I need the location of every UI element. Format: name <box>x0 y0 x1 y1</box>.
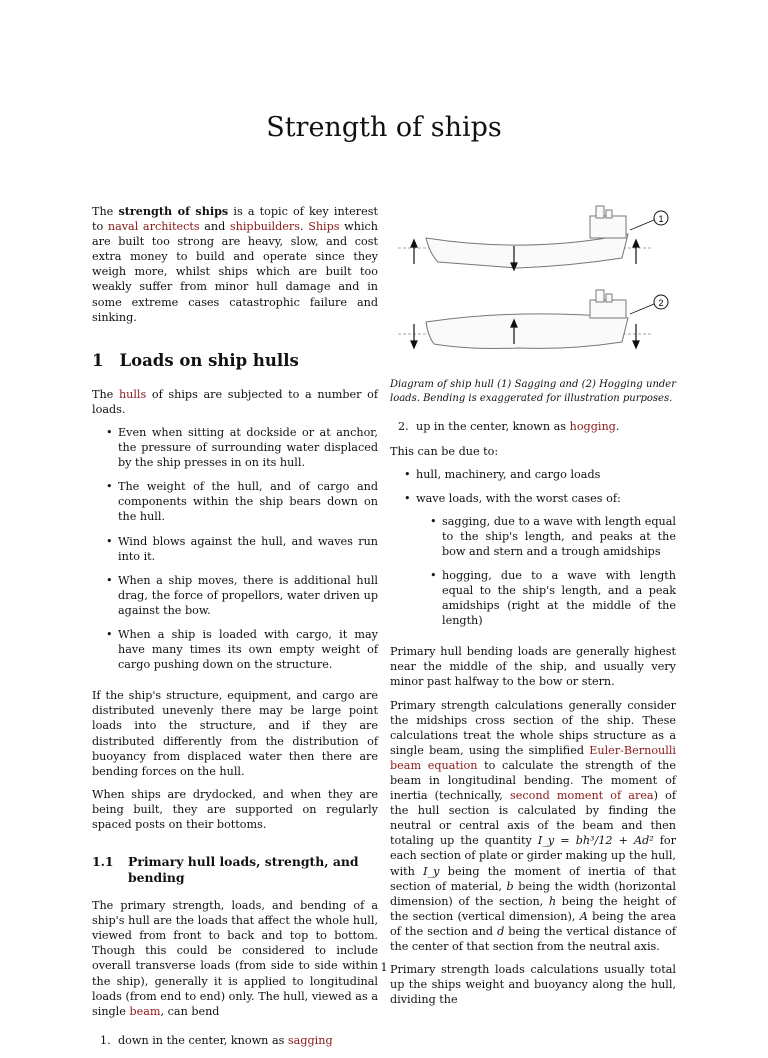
text: . <box>300 220 309 234</box>
sagging-ship-illustration <box>398 206 652 268</box>
text: to calculate the strength of the beam in longitudinal bending. The moment of inertia (technically, <box>390 758 676 803</box>
section-number: 1 <box>92 350 104 370</box>
funnel <box>606 210 612 218</box>
text: The primary strength, loads, and bending of a ship's hull are the loads that affect the whole hull, viewed from front to back and top to bottom. Though this could be considered to include overall transverse loads (from side to side within the ship), generally it is applied to longitudinal loads (from end to end) only. The hull, viewed as a single <box>92 899 378 1018</box>
text: being the moment of inertia of that section of material, <box>390 864 676 893</box>
link-shipbuilders[interactable]: shipbuilders <box>229 220 300 234</box>
math-symbol: b <box>506 879 514 893</box>
text: and <box>199 220 230 234</box>
figure-caption: Diagram of ship hull (1) Sagging and (2) Hogging under loads. Bending is exaggerated for illustration purposes. <box>390 379 676 404</box>
superstructure <box>590 300 626 318</box>
text: being the area of the section and <box>390 909 676 938</box>
link-sagging[interactable]: sagging <box>287 1033 333 1047</box>
hulls-paragraph <box>92 387 378 417</box>
list-item: • hull, machinery, and cargo loads <box>390 467 676 482</box>
hogging-hull <box>426 314 628 349</box>
list-item <box>390 491 676 628</box>
page-number: 1 <box>380 960 388 974</box>
text: , can bend <box>160 1004 220 1018</box>
list-item: • sagging, due to a wave with length equal to the ship's length, and peaks at the bow and stern and a trough amidships <box>416 514 676 559</box>
section-title: Loads on ship hulls <box>119 350 299 370</box>
text: ) of the hull section is calculated by finding the neutral or central axis of the beam and then totaling up the quantity <box>390 789 676 848</box>
list-item: • hogging, due to a wave with length equal to the ship's length, and a peak amidships (right at the middle of the length) <box>416 568 676 628</box>
arrow-down-icon <box>633 341 639 348</box>
math-symbol: A <box>579 909 588 923</box>
sagging-hull <box>426 234 628 268</box>
bold-term: strength of ships <box>118 204 229 218</box>
text: of ships are subjected to a number of loads. <box>92 387 378 416</box>
item-number: 1. <box>100 1033 111 1047</box>
hull-bending-figure <box>390 204 676 374</box>
list-item <box>92 1033 378 1048</box>
callout-label-1: 1 <box>658 214 664 224</box>
callout-line <box>630 304 654 314</box>
text: The <box>92 387 119 401</box>
text: being the width (horizontal dimension) of the section, <box>390 879 677 908</box>
due-to-paragraph: This can be due to: <box>390 445 499 459</box>
bend-list <box>92 1033 378 1048</box>
text: . <box>615 420 620 434</box>
link-second-moment-of-area[interactable]: second moment of area <box>510 789 654 803</box>
link-hogging[interactable]: hogging <box>569 420 616 434</box>
link-beam[interactable]: beam <box>129 1004 161 1018</box>
funnel <box>596 290 604 302</box>
text: is a topic of key interest to <box>92 205 378 234</box>
link-ships[interactable]: Ships <box>308 220 340 234</box>
link-naval-architects[interactable]: naval architects <box>107 220 200 234</box>
arrow-down-icon <box>411 341 417 348</box>
text: wave loads, with the worst cases of: <box>416 492 621 506</box>
drydock-paragraph: When ships are drydocked, and when they are being built, they are supported on regularly spaced posts on their bottoms. <box>92 787 378 831</box>
subsection-heading-primary <box>92 854 378 886</box>
subsection-title: Primary hull loads, strength, and bending <box>128 854 359 886</box>
math-symbol: h <box>548 894 557 908</box>
ship-hull-diagram <box>390 204 676 374</box>
causes-list <box>390 467 676 628</box>
loads-list <box>92 425 378 672</box>
hogging-ship-illustration <box>398 290 652 349</box>
text: being the height of the section (vertical dimension), <box>390 894 676 923</box>
left-column <box>92 204 378 1058</box>
list-item: • When a ship moves, there is additional hull drag, the force of propellors, water driven up against the bow. <box>92 573 378 618</box>
superstructure <box>590 216 626 238</box>
loads-calculations-paragraph: Primary strength loads calculations usually total up the ships weight and buoyancy along the hull, dividing the <box>390 963 676 1007</box>
moment-of-inertia-formula: I_y = bh³/12 + Ad² <box>537 834 654 848</box>
item-number: 2. <box>398 420 409 434</box>
list-item: • When a ship is loaded with cargo, it may have many times its own empty weight of cargo pushing down on the structure. <box>92 627 378 672</box>
callout-line <box>630 220 654 230</box>
wave-cases-list <box>416 514 676 629</box>
funnel <box>606 294 612 302</box>
uneven-distribution-paragraph: If the ship's structure, equipment, and cargo are distributed unevenly there may be large point loads into the structure, and if they are distributed differently from the distribution of buoyancy from displaced water then there are bending forces on the hull. <box>92 689 378 778</box>
text: which are built too strong are heavy, slow, and cost extra money to build and operate since they weigh more, whilst ships which are built too weakly suffer from minor hull damage and in some extreme cases catastrophic failure and sinking. <box>92 220 378 324</box>
text: for each section of plate or girder making up the hull, with <box>390 834 676 878</box>
link-hulls[interactable]: hulls <box>118 387 147 401</box>
subsection-number: 1.1 <box>92 854 114 870</box>
callout-label-2: 2 <box>658 298 664 308</box>
intro-paragraph <box>92 204 378 325</box>
page-title: Strength of ships <box>266 112 502 143</box>
math-symbol: d <box>497 924 505 938</box>
calculations-paragraph <box>390 698 676 955</box>
math-symbol: I_y <box>423 864 440 878</box>
funnel <box>596 206 604 218</box>
text: The <box>92 205 119 218</box>
arrow-up-icon <box>411 240 417 247</box>
text: Primary strength calculations generally consider the midships cross section of the ship. These calculations treat the whole ships structure as a single beam, using the simplified <box>390 698 676 757</box>
text: down in the center, known as <box>118 1033 288 1047</box>
list-item: • Even when sitting at dockside or at anchor, the pressure of surrounding water displaced by the ship presses in on its hull. <box>92 425 378 470</box>
section-heading-loads <box>92 351 378 371</box>
text: being the vertical distance of the center of that section from the neutral axis. <box>390 924 676 953</box>
arrow-down-icon <box>511 263 517 270</box>
bending-loads-paragraph: Primary hull bending loads are generally highest near the middle of the ship, and usually very minor past halfway to the bow or stern. <box>390 645 676 689</box>
list-item: • Wind blows against the hull, and waves run into it. <box>92 534 378 564</box>
primary-strength-paragraph <box>92 898 378 1019</box>
text: up in the center, known as <box>416 420 570 434</box>
list-item: • The weight of the hull, and of cargo and components within the ship bears down on the hull. <box>92 479 378 524</box>
bend-list-continued <box>390 419 676 434</box>
right-column <box>390 204 676 1015</box>
arrow-up-icon <box>633 240 639 247</box>
link-euler-bernoulli[interactable]: Euler-Bernoulli beam equation <box>390 743 676 772</box>
list-item <box>390 419 676 434</box>
